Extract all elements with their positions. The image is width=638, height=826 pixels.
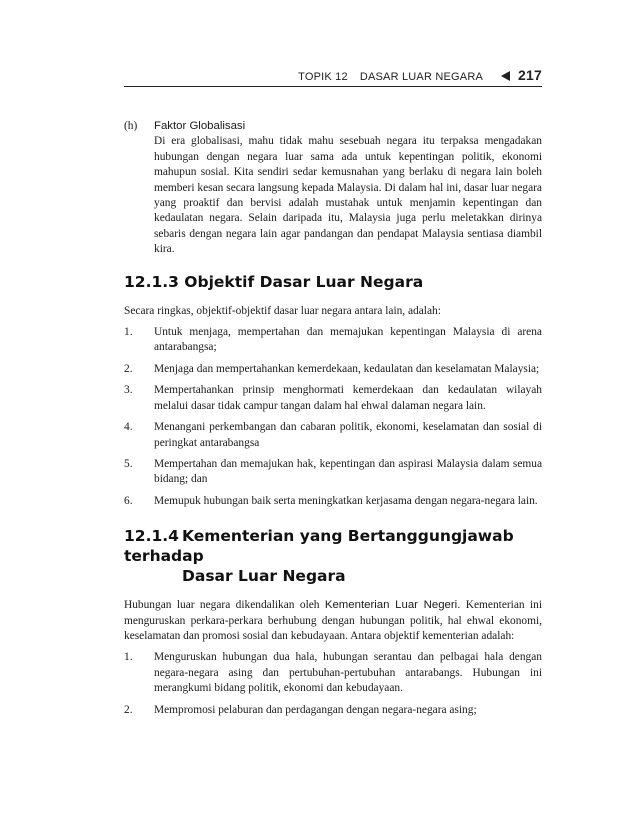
item-h	[124, 119, 542, 258]
list-item-text: Mempertahan dan memajukan hak, kepentingan dan aspirasi Malaysia dalam semua bidang; dan	[154, 457, 542, 486]
list-item-number: 4.	[124, 421, 133, 434]
header-topic: TOPIK 12	[298, 71, 348, 83]
header-rule	[124, 86, 542, 87]
header-chapter: DASAR LUAR NEGARA	[359, 71, 484, 83]
page-body	[124, 119, 542, 724]
list-item-text: Menjaga dan mempertahankan kemerdekaan, kedaulatan dan keselamatan Malaysia;	[154, 362, 540, 375]
list-item-number: 2.	[124, 362, 133, 375]
list-item	[124, 703, 542, 718]
list-item-text: Untuk menjaga, mempertahan dan memajukan kepentingan Malaysia di arena antarabangsa;	[154, 326, 542, 354]
list-item-number: 6.	[124, 494, 133, 507]
triangle-left-icon	[501, 71, 510, 81]
list-item	[124, 420, 542, 451]
section-1214-heading-line2: Dasar Luar Negara	[182, 567, 346, 586]
list-item-text: Mempertahankan prinsip menghormati kemerdekaan dan kedaulatan wilayah melalui dasar tidak campur tangan dalam hal ehwal dalaman negara lain.	[154, 384, 542, 412]
list-item	[124, 325, 542, 356]
list-item-number: 1.	[124, 651, 133, 664]
list-item	[124, 494, 542, 509]
list-item-text: Mempromosi pelaburan dan perdagangan dengan negara-negara asing;	[154, 703, 477, 716]
item-h-label: (h)	[124, 120, 138, 132]
intro-text-cont: Kementerian ini menguruskan perkara-perkara berhubung dengan hubungan politik, hal ehwal ekonomi, keselamatan dan promosi sosial dan kebudayaan. Antara objektif kementerian adalah:	[124, 599, 543, 642]
list-item-text: Menangani perkembangan dan cabaran politik, ekonomi, keselamatan dan sosial di peringkat antarabangsa	[154, 421, 542, 449]
list-item-number: 1.	[124, 326, 133, 339]
list-item	[124, 362, 542, 377]
list-item	[124, 457, 542, 488]
intro-text: Hubungan luar negara dikendalikan oleh	[124, 599, 325, 612]
section-1214-intro	[124, 598, 542, 644]
list-item	[124, 650, 542, 696]
section-1214-list	[124, 650, 542, 718]
item-h-title: Faktor Globalisasi	[154, 120, 246, 132]
section-1213-intro: Secara ringkas, objektif-objektif dasar luar negara antara lain, adalah:	[124, 304, 441, 317]
section-1213-list	[124, 325, 542, 509]
list-item-number: 3.	[124, 384, 133, 397]
list-item-text: Memupuk hubungan baik serta meningkatkan kerjasama dengan negara-negara lain.	[154, 494, 538, 507]
list-item-number: 2.	[124, 703, 133, 716]
section-1214-heading-line1: Kementerian yang Bertanggungjawab terhadap	[124, 527, 514, 566]
page-number: 217	[518, 67, 542, 83]
section-1214-number: 12.1.4	[124, 527, 179, 546]
ministry-name: Kementerian Luar Negeri.	[324, 599, 461, 612]
item-h-text: Di era globalisasi, mahu tidak mahu sesebuah negara itu terpaksa mengadakan hubungan dengan negara luar sama ada untuk kepentingan politik, ekonomi mahupun sosial. Kita sendiri sedar kemusnahan yang berlaku di negara lain boleh memberi kesan secara langsung kepada Malaysia. Di dalam hal ini, dasar luar negara yang proaktif dan bervisi adalah mustahak untuk menjamin kepentingan dan kedaulatan negara. Selain daripada itu, Malaysia juga perlu meletakkan dirinya sebaris dengan negara lain agar pandangan dan pendapat Malaysia sentiasa diambil kira.	[154, 135, 542, 256]
section-1213-heading: 12.1.3 Objektif Dasar Luar Negara	[124, 272, 424, 291]
list-item-number: 5.	[124, 457, 133, 470]
list-item-text: Menguruskan hubungan dua hala, hubungan serantau dan pelbagai hala dengan negara-negara asing dan pertubuhan-pertubuhan antarabangs. Hubungan ini merangkumi bidang politik, ekonomi dan kebudayaan.	[154, 651, 542, 695]
list-item	[124, 383, 542, 414]
running-header	[124, 67, 542, 83]
section-1214-heading	[124, 526, 542, 586]
